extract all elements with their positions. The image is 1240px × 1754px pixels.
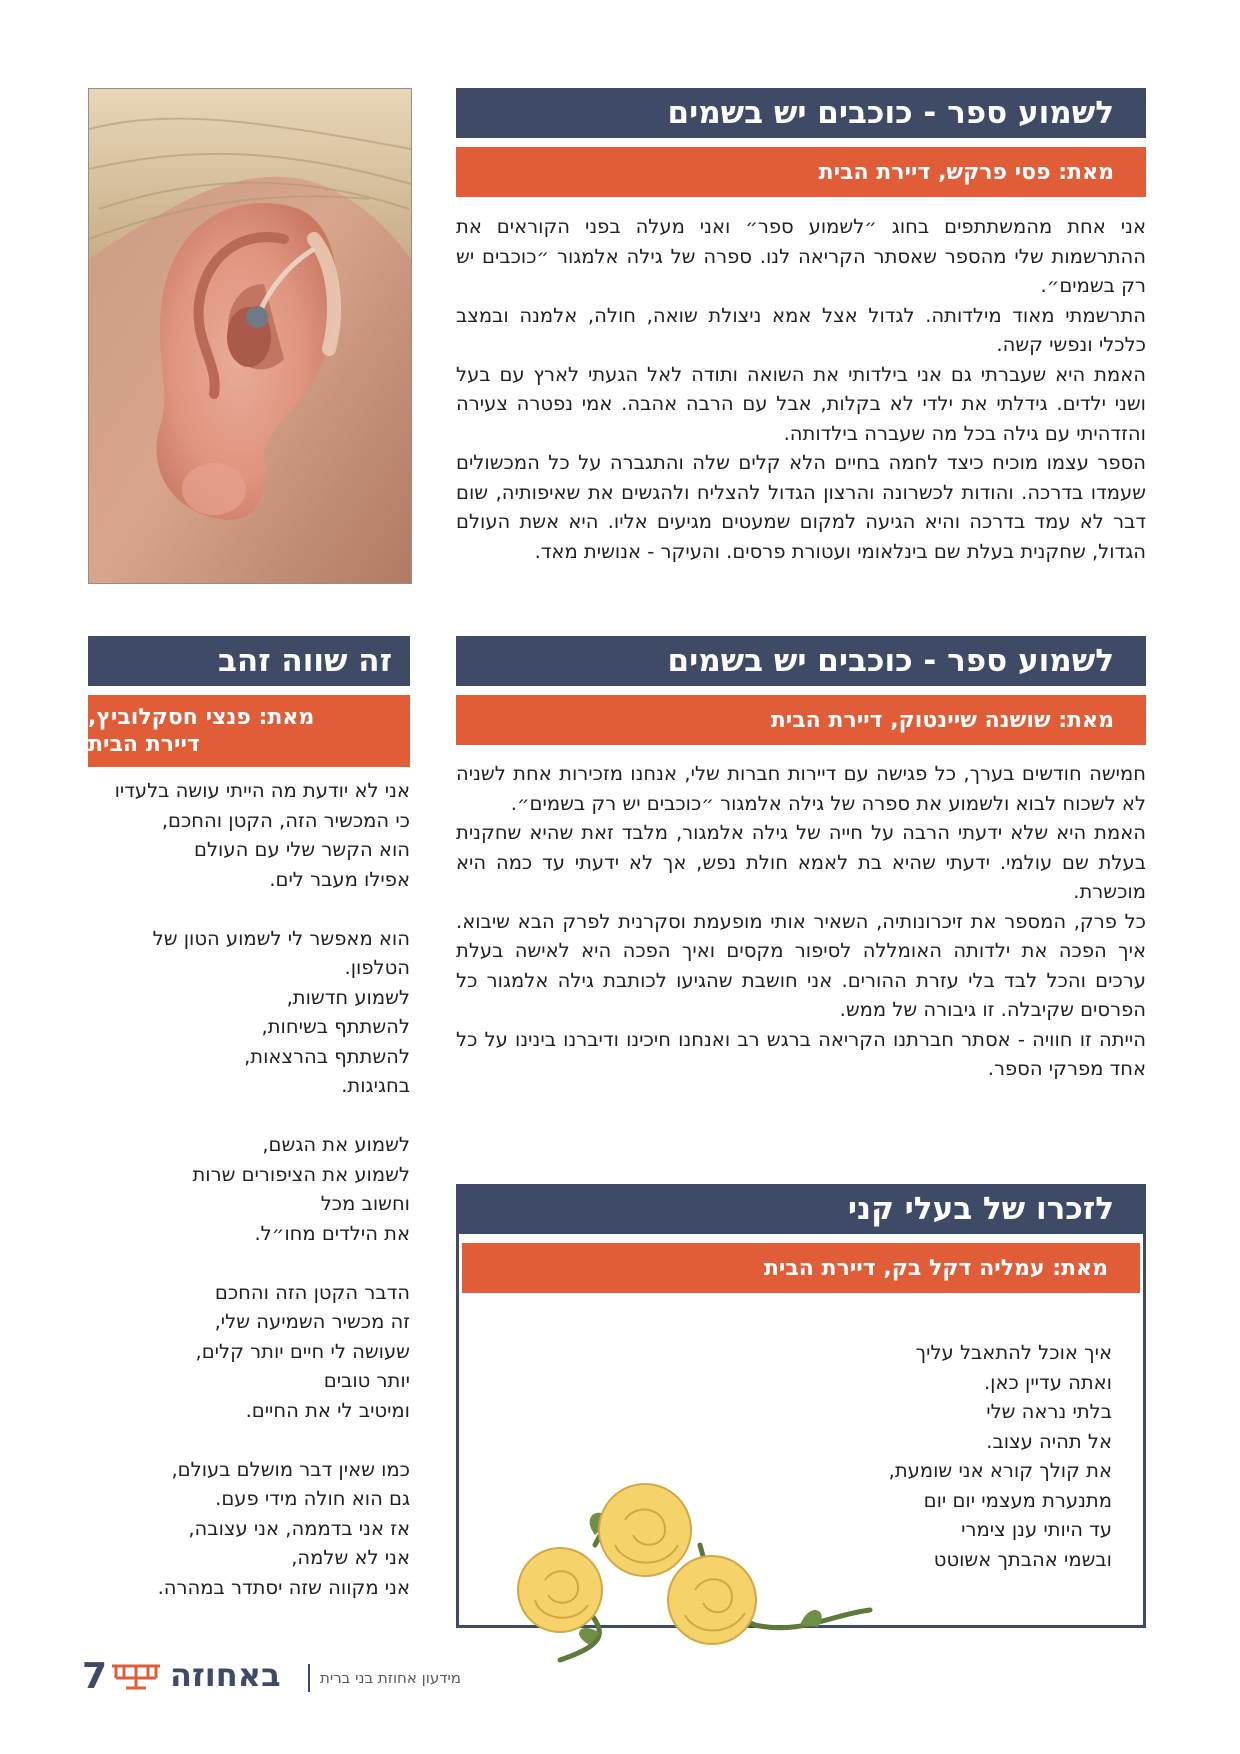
poem-line: הדבר הקטן הזה והחכם xyxy=(214,1280,410,1304)
article4-title: לזכרו של בעלי קני xyxy=(456,1184,1146,1234)
poem-line: לשמוע את הגשם, xyxy=(262,1133,410,1156)
poem-line: אני מקווה שזה יסתדר במהרה. xyxy=(157,1575,410,1599)
article3-title: זה שווה זהב xyxy=(88,636,410,686)
article1-paragraph: התרשמתי מאוד מילדותה. לגדול אצל אמא ניצולת שואה, חולה, אלמנה ובמצב כלכלי ונפשי קשה. xyxy=(456,303,1146,356)
article1-body xyxy=(456,212,1146,566)
poem-line: שעושה לי חיים יותר קלים, xyxy=(195,1339,410,1363)
article1-author: מאת: פסי פרקש, דיירת הבית xyxy=(456,147,1146,197)
poem-line: לשמוע את הציפורים שרות xyxy=(192,1162,410,1186)
article1-paragraph: הספר עצמו מוכיח כיצד לחמה בחיים הלא קלים שלה והתגברה על כל המכשולים שעמדו בדרכה. והודות לכשרונה והרצון הגדול להצליח ולהגשים את שאיפותיה, שום דבר לא עמד בדרכה והיא הגיעה למקום שמעטים מגיעים אליו. היא אשת העולם הגדול, שחקנית בעלת שם בינלאומי ועטורת פרסים. והעיקר - אנושית מאד. xyxy=(456,451,1146,563)
article3-author-line2: דיירת הבית xyxy=(88,732,200,757)
poem-line: בלתי נראה שלי xyxy=(986,1400,1112,1423)
article2-paragraph: הייתה זו חוויה - אסתר חברתנו הקריאה ברגש רב ואנחנו חיכינו ודיברנו בינינו על כל אחד מפרקי הספר. xyxy=(456,1027,1146,1080)
footer-divider xyxy=(308,1664,310,1692)
menorah-icon xyxy=(108,1662,164,1692)
article1-paragraph: אני אחת מהמשתתפים בחוג ״לשמוע ספר״ ואני מעלה בפני הקוראים את ההתרשמות שלי מהספר שאסתר הקריאה לנו. ספרה של גילה אלמגור ״כוכבים יש רק בשמים״. xyxy=(456,215,1146,297)
poem-stanza xyxy=(88,1278,410,1426)
article1-paragraph: האמת היא שעברתי גם אני בילדותי את השואה ותודה לאל הגעתי לארץ עם בעל ושני ילדים. גידלתי את ילדי לא בקלות, אבל עם הרבה אהבה. אמי נפטרה צעירה והזדהיתי עם גילה בכל מה שעברה בילדותה. xyxy=(456,362,1146,445)
brand-logo: באחוזה xyxy=(170,1656,281,1694)
poem-stanza xyxy=(88,776,410,894)
poem-line: מתנערת מעצמי יום יום xyxy=(923,1488,1112,1512)
poem-line: וחשוב מכל xyxy=(320,1192,410,1215)
article3-author-line1: מאת: פנצי חסקלוביץ, xyxy=(88,705,315,730)
article4-author: מאת: עמליה דקל בק, דיירת הבית xyxy=(462,1243,1140,1293)
footer-subtitle: מידעון אחוזת בני ברית xyxy=(320,1669,461,1687)
poem-line: את הילדים מחו״ל. xyxy=(254,1221,410,1245)
poem-line: אני לא שלמה, xyxy=(291,1546,410,1569)
poem-line: אני לא יודעת מה הייתי עושה בלעדיו xyxy=(114,779,410,802)
article2-paragraph: כל פרק, המספר את זיכרונותיה, השאיר אותי מופעמת וסקרנית לפרק הבא שיבוא. איך הפכה את ילדותה האומללה לסיפור מקסים ואיך הפכה היא לאישה בעלת ערכים והכל לבד בלי עזרת ההורים. אני חושבת שהגיעו לכותבת גילה אלמגור כל הפרסים שקיבלה. זו גיבורה של ממש. xyxy=(456,909,1146,1021)
article2-body xyxy=(456,759,1146,1084)
poem-stanza xyxy=(88,1130,410,1248)
article3-poem xyxy=(88,776,410,1632)
poem-line: להשתתף בשיחות, xyxy=(261,1015,410,1038)
poem-line: ובשמי אהבתך אשוטט xyxy=(933,1547,1112,1571)
poem-line: ואתה עדיין כאן. xyxy=(983,1370,1112,1394)
poem-line: לשמוע חדשות, xyxy=(286,985,410,1009)
poem-line: להשתתף בהרצאות, xyxy=(244,1044,410,1068)
article2-paragraph: האמת היא שלא ידעתי הרבה על חייה של גילה אלמגור, מלבד זאת שהיא שחקנית בעלת שם עולמי. ידעתי שהיא בת לאמא חולת נפש, אך לא ידעתי עד כמה היא מוכשרת. xyxy=(456,821,1146,903)
poem-line: אז אני בדממה, אני עצובה, xyxy=(188,1516,410,1540)
article2-author: מאת: שושנה שיינטוק, דיירת הבית xyxy=(456,695,1146,745)
roses-illustration xyxy=(500,1475,880,1665)
poem-line: אל תהיה עצוב. xyxy=(986,1429,1112,1453)
poem-line: הוא מאפשר לי לשמוע הטון של xyxy=(152,926,410,950)
article2-title: לשמוע ספר - כוכבים יש בשמים xyxy=(456,636,1146,686)
poem-line: איך אוכל להתאבל עליך xyxy=(915,1341,1112,1364)
poem-line: אפילו מעבר לים. xyxy=(269,867,410,891)
poem-line: כי המכשיר הזה, הקטן והחכם, xyxy=(161,808,410,832)
poem-line: זה מכשיר השמיעה שלי, xyxy=(214,1310,410,1333)
ear-photo xyxy=(88,88,412,584)
poem-line: את קולך קורא אני שומעת, xyxy=(888,1459,1112,1482)
page-number: 7 xyxy=(82,1656,108,1697)
poem-line: הטלפון. xyxy=(344,956,410,979)
article1-title: לשמוע ספר - כוכבים יש בשמים xyxy=(456,88,1146,138)
article3-author xyxy=(88,695,410,767)
poem-line: בחגיגות. xyxy=(341,1074,410,1097)
article2-paragraph: חמישה חודשים בערך, כל פגישה עם דיירות חברות שלי, אנחנו מזכירות אחת לשניה לא לשכוח לבוא ולשמוע את ספרה של גילה אלמגור ״כוכבים יש רק בשמים״. xyxy=(456,762,1146,815)
poem-line: עד היותי ענן צימרי xyxy=(961,1518,1112,1541)
poem-line: יותר טובים xyxy=(323,1369,410,1392)
poem-stanza xyxy=(88,924,410,1101)
poem-line: הוא הקשר שלי עם העולם xyxy=(194,838,410,861)
poem-line: גם הוא חולה מידי פעם. xyxy=(215,1487,410,1510)
poem-line: כמו שאין דבר מושלם בעולם, xyxy=(171,1457,410,1481)
poem-stanza xyxy=(88,1455,410,1603)
poem-line: ומיטיב לי את החיים. xyxy=(245,1398,410,1422)
